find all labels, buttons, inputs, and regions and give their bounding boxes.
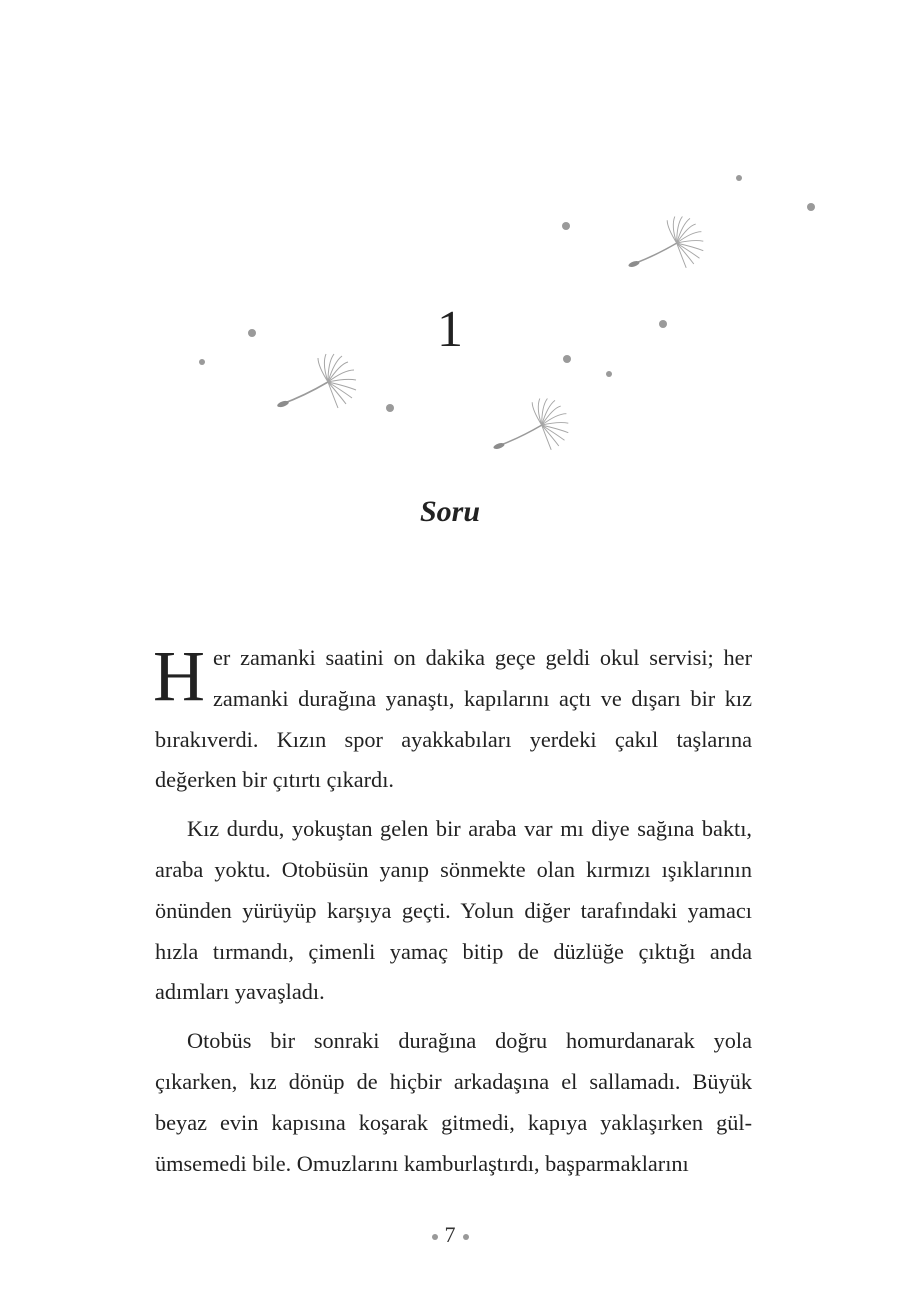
chapter-title: Soru (419, 495, 481, 528)
dandelion-seed-icon (493, 399, 569, 451)
chapter-body (155, 638, 752, 1184)
floating-dots (199, 175, 815, 412)
paragraph-1-text: er zamanki saatini on dakika geçe geldi okul servisi; her zamanki durağına yanaştı, kapılarını açtı ve dışarı bir kız bırakıverdi. Kızın spor ayakkabıları yerdeki çakıl taşlarına değerken bir çıtırtı çıkardı. (155, 645, 752, 793)
paragraph-3: Otobüs bir sonraki durağına doğru homurdanarak yola çıkarken, kız dönüp de hiçbir arkadaşına el sallamadı. Büyük beyaz evin kapısına koşarak gitmedi, kapıya yaklaşırken gülümsemedi bile. Omuzlarını kamburlaştırdı, başparmaklarını (155, 1028, 752, 1176)
paragraph-2: Kız durdu, yokuştan gelen bir araba var mı diye sağına baktı, araba yoktu. Otobüsün yanıp sönmekte olan kırmızı ışıklarının önünden yürüyüp karşıya geçti. Yolun diğer tarafındaki yamacı hızla tırmandı, çimenli yamaç bitip de düzlüğe çıktığı anda adımları yavaşladı. (155, 816, 752, 1005)
chapter-number: 1 (437, 301, 463, 358)
dandelion-seed-icon (628, 217, 704, 269)
dandelion-seeds-illustration (0, 0, 900, 520)
dandelion-seed-icon (276, 354, 356, 408)
paragraph-1 (155, 638, 752, 801)
drop-cap: H (153, 636, 205, 716)
page-footer (0, 1222, 900, 1248)
footer-dot-left (432, 1234, 438, 1240)
page-number: 7 (444, 1222, 456, 1247)
footer-dot-right (463, 1234, 469, 1240)
